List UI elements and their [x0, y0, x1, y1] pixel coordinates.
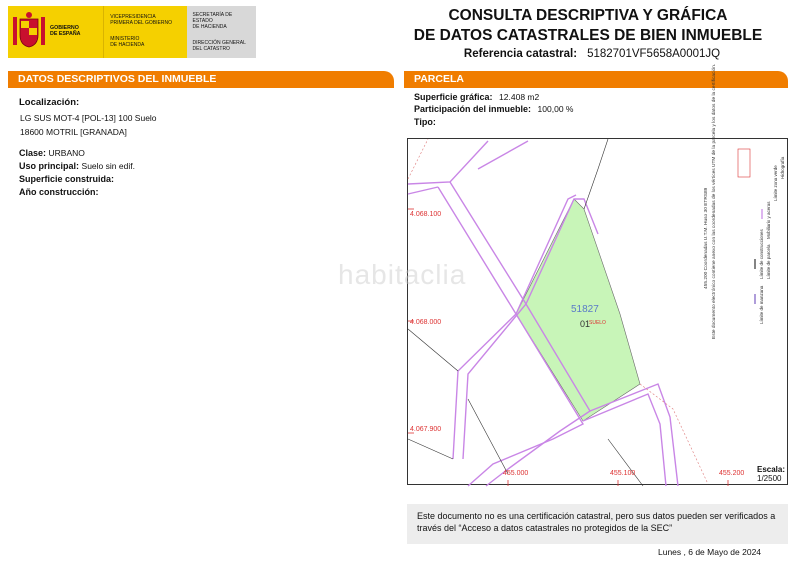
legend-item-1: Límite de manzana [759, 285, 764, 324]
reference-value: 5182701VF5658A0001JQ [587, 48, 721, 60]
legend-item-2: Límite de parcela [766, 244, 771, 279]
class-value: URBANO [48, 148, 85, 158]
page-title-line-1: CONSULTA DESCRIPTIVA Y GRÁFICA [448, 7, 728, 24]
use-label: Uso principal: [19, 161, 80, 171]
legend-item-3: Límite de construcciones [759, 229, 764, 279]
x-label-2: 455.100 [610, 470, 636, 477]
government-logo-block [8, 6, 103, 58]
secretariat-block [187, 6, 256, 58]
descriptive-bar-strong: INMUEBLE [161, 73, 217, 85]
year-row [19, 186, 99, 198]
parcel-number: 51827 [571, 304, 599, 315]
location-line-1: LG SUS MOT-4 [POL-13] 100 Suelo [20, 113, 157, 123]
reference-label: Referencia catastral: [463, 48, 578, 60]
scale-value: 1/2500 [757, 474, 782, 483]
sec-line-1: SECRETARÍA DE ESTADO [192, 12, 233, 24]
coat-of-arms-icon [12, 11, 46, 51]
side-text-2: Este documento electrónico contiene anexo con las coordenadas de los vértices UTM de la parcela y los datos de la certificación. [712, 63, 717, 339]
descriptive-bar-prefix: DATOS DESCRIPTIVOS DEL [18, 73, 162, 85]
y-label-2: 4.068.000 [410, 319, 442, 326]
side-text-1: 455.200 Coordenadas U.T.M. Huso 30 ETRS89 [704, 187, 709, 289]
min-line-1: MINISTERIO [110, 36, 140, 42]
descriptive-data-bar [8, 71, 394, 88]
legend-item-5: Límite zona verde [773, 165, 778, 201]
participation-row [414, 103, 573, 115]
sub-label: SUELO [589, 320, 606, 326]
participation-label: Participación del inmueble: [414, 104, 532, 114]
min-line-2: DE HACIENDA [110, 42, 145, 48]
surface-row [414, 91, 539, 103]
participation-value: 100,00 % [537, 104, 574, 114]
ministry-block [103, 6, 186, 58]
watermark [338, 259, 658, 291]
map-side-text-2 [712, 63, 717, 339]
built-area-label: Superficie construida: [19, 174, 115, 184]
legend-item-4: Mobiliario y aceras [766, 201, 771, 239]
gov-line-2: DE ESPAÑA [50, 31, 81, 38]
type-row [414, 116, 436, 128]
parcel-bar: PARCELA [404, 71, 788, 88]
y-label-3: 4.067.900 [410, 426, 442, 433]
sub-number: 01 [580, 319, 591, 329]
x-label-1: 455.000 [503, 470, 529, 477]
location-line-2: 18600 MOTRIL [GRANADA] [20, 127, 127, 137]
dir-line-2: DEL CATASTRO [192, 46, 230, 52]
use-value: Suelo sin edif. [81, 161, 135, 171]
use-row [19, 160, 135, 172]
surface-value: 12.408 m2 [499, 92, 540, 102]
year-label: Año construcción: [19, 187, 99, 197]
watermark-text: habitaclia [338, 259, 467, 290]
document-date: Lunes , 6 de Mayo de 2024 [658, 547, 762, 557]
disclaimer-note: Este documento no es una certificación catastral, pero sus datos pueden ser verificados a través del “Acceso a datos catastrales no protegidos de la SEC” [407, 504, 788, 544]
government-header [8, 6, 256, 58]
legend-item-6: Hidrografía [780, 156, 785, 179]
location-label: Localización: [19, 97, 80, 108]
dir-line-1: DIRECCIÓN GENERAL [192, 40, 246, 46]
class-label: Clase: [19, 148, 47, 158]
sec-line-2: DE HACIENDA [192, 24, 227, 30]
surface-label: Superficie gráfica: [414, 92, 493, 102]
reference-line [412, 48, 772, 60]
vice-line-2: PRIMERA DEL GOBIERNO [110, 20, 172, 26]
type-label: Tipo: [414, 117, 436, 127]
built-area-row [19, 173, 114, 185]
vice-line-1: VICEPRESIDENCIA [110, 14, 156, 20]
gov-line-1: GOBIERNO [50, 25, 79, 31]
page-title-line-2: DE DATOS CATASTRALES DE BIEN INMUEBLE [413, 27, 763, 44]
map-side-text-1 [704, 59, 709, 289]
scale-box [754, 465, 788, 485]
scale-label: Escala: [757, 465, 786, 474]
class-row [19, 147, 85, 159]
x-label-3: 455.200 [719, 470, 745, 477]
y-label-1: 4.068.100 [410, 211, 442, 218]
